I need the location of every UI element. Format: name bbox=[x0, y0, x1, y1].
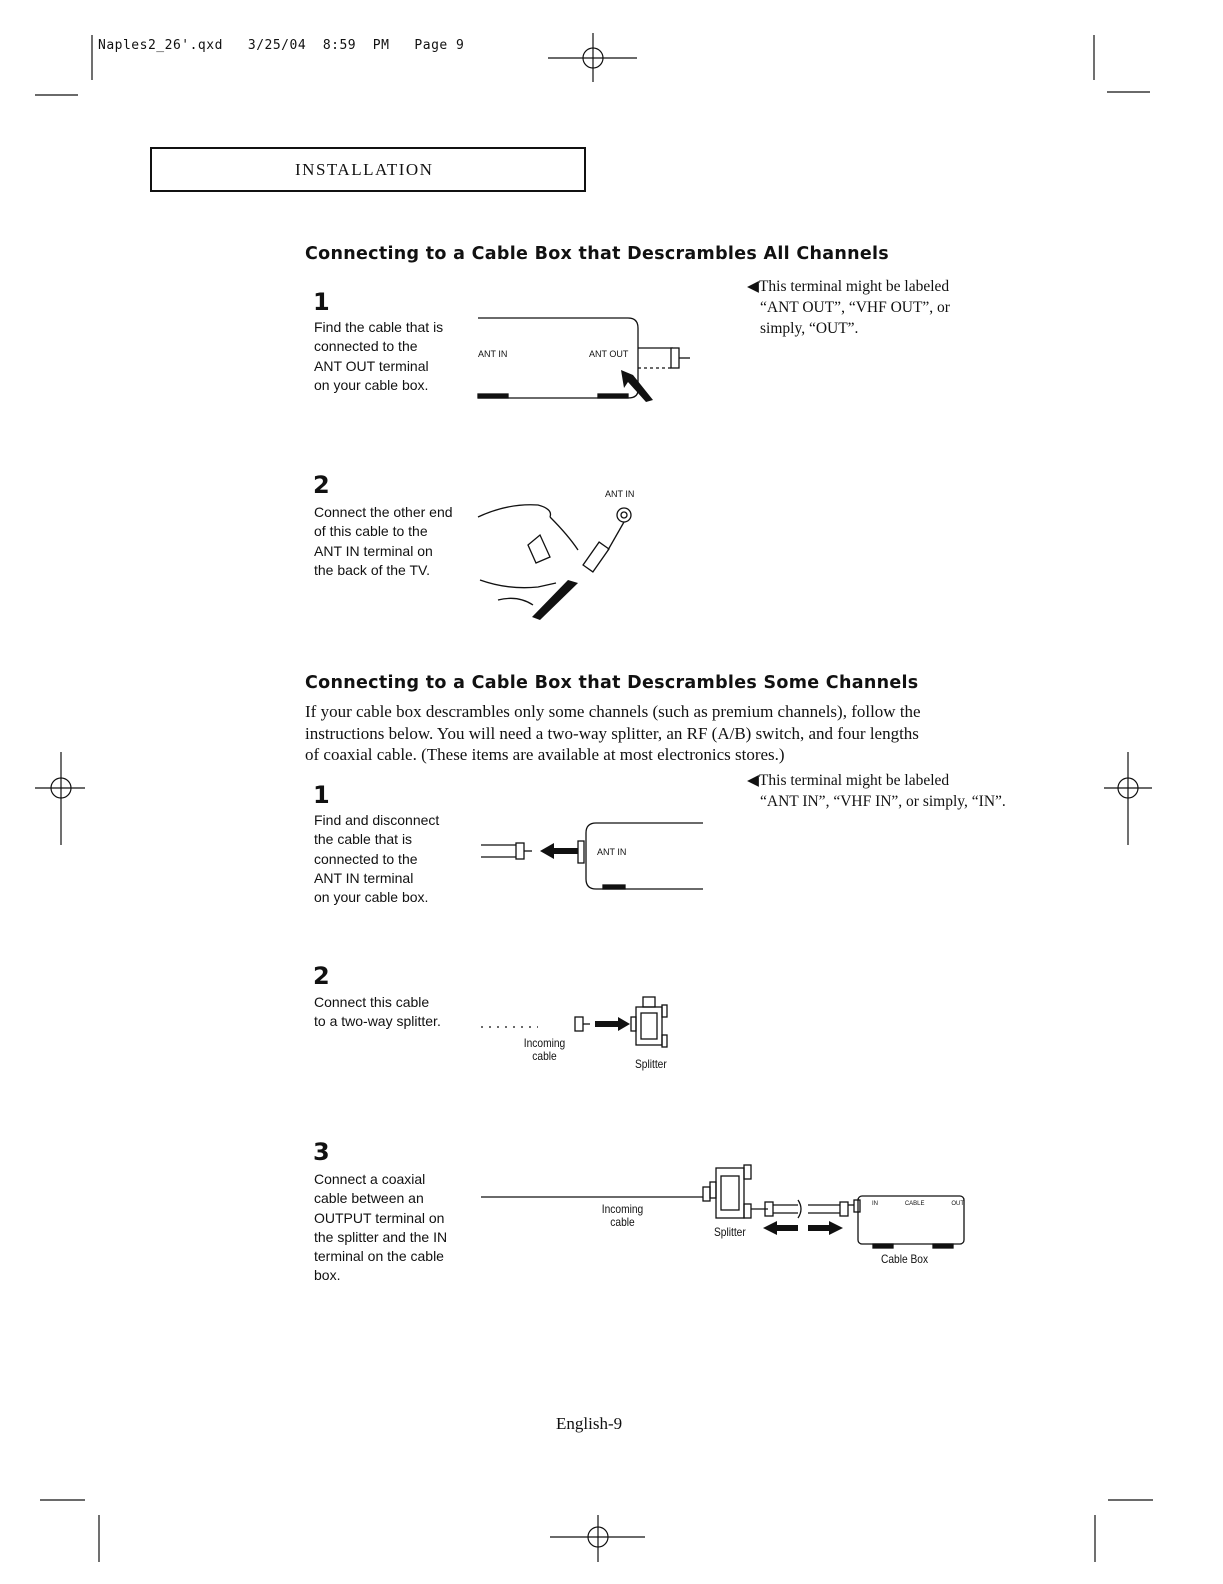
figure-label: Incoming cable bbox=[601, 1202, 644, 1229]
figure-label: Splitter bbox=[714, 1225, 746, 1239]
step-number: 1 bbox=[313, 288, 330, 316]
left-triangle-icon: ◀ bbox=[747, 772, 759, 789]
cable-box-ant-in-figure bbox=[478, 815, 718, 915]
registration-mark-icon bbox=[1104, 752, 1152, 845]
step-text: Find the cable that is connected to the ANT OUT terminal on your cable box. bbox=[314, 319, 444, 393]
hand-connecting-cable-figure bbox=[478, 495, 678, 625]
step-text: Connect the other end of this cable to the ANT IN terminal on the back of the TV. bbox=[314, 504, 453, 578]
step-number: 3 bbox=[313, 1138, 330, 1166]
figure-label: Splitter bbox=[635, 1057, 667, 1071]
section-b-heading: Connecting to a Cable Box that Descrambles Some Channels bbox=[305, 673, 919, 693]
figure-label: ANT IN bbox=[478, 349, 508, 359]
step-text: Connect this cable to a two-way splitter. bbox=[314, 994, 441, 1030]
step-text: Connect a coaxial cable between an OUTPUT terminal on the splitter and the IN terminal on the cable box. bbox=[314, 1171, 448, 1284]
splitter-to-cable-box-figure bbox=[478, 1160, 978, 1260]
section-a-heading: Connecting to a Cable Box that Descrambles All Channels bbox=[305, 244, 890, 264]
section-title: INSTALLATION bbox=[295, 160, 434, 179]
page-number: English-9 bbox=[556, 1414, 623, 1433]
step-text: Find and disconnect the cable that is connected to the ANT IN terminal on your cable box. bbox=[314, 812, 440, 906]
registration-mark-icon bbox=[35, 752, 85, 845]
figure-label: ANT OUT bbox=[589, 349, 629, 359]
figure-label: Cable Box bbox=[881, 1252, 929, 1266]
left-triangle-icon: ◀ bbox=[747, 278, 759, 295]
cable-box-terminal-labels: IN CABLE OUT bbox=[872, 1201, 964, 1207]
section-a-note: ◀This terminal might be labeled “ANT OUT”, “VHF OUT”, or simply, “OUT”. bbox=[747, 278, 950, 337]
figure-label: ANT IN bbox=[605, 489, 635, 499]
registration-mark-icon bbox=[548, 33, 637, 82]
figure-label: ANT IN bbox=[597, 847, 627, 857]
step-number: 2 bbox=[313, 471, 330, 499]
step-number: 1 bbox=[313, 781, 330, 809]
figure-label: Incoming cable bbox=[523, 1036, 566, 1063]
step-number: 2 bbox=[313, 962, 330, 990]
section-b-note: ◀This terminal might be labeled “ANT IN”, “VHF IN”, or simply, “IN”. bbox=[747, 772, 1006, 810]
cable-box-ant-out-figure bbox=[478, 310, 718, 410]
splitter-connection-figure bbox=[478, 995, 698, 1065]
section-b-intro: If your cable box descrambles only some channels (such as premium channels), follow the instructions below. You will need a two-way splitter, an RF (A/B) switch, and four lengths of coaxial cable. (These items are available at most electronics stores.) bbox=[305, 702, 921, 764]
registration-mark-icon bbox=[550, 1515, 645, 1562]
crop-header-slug: Naples2_26'.qxd 3/25/04 8:59 PM Page 9 bbox=[98, 38, 465, 53]
